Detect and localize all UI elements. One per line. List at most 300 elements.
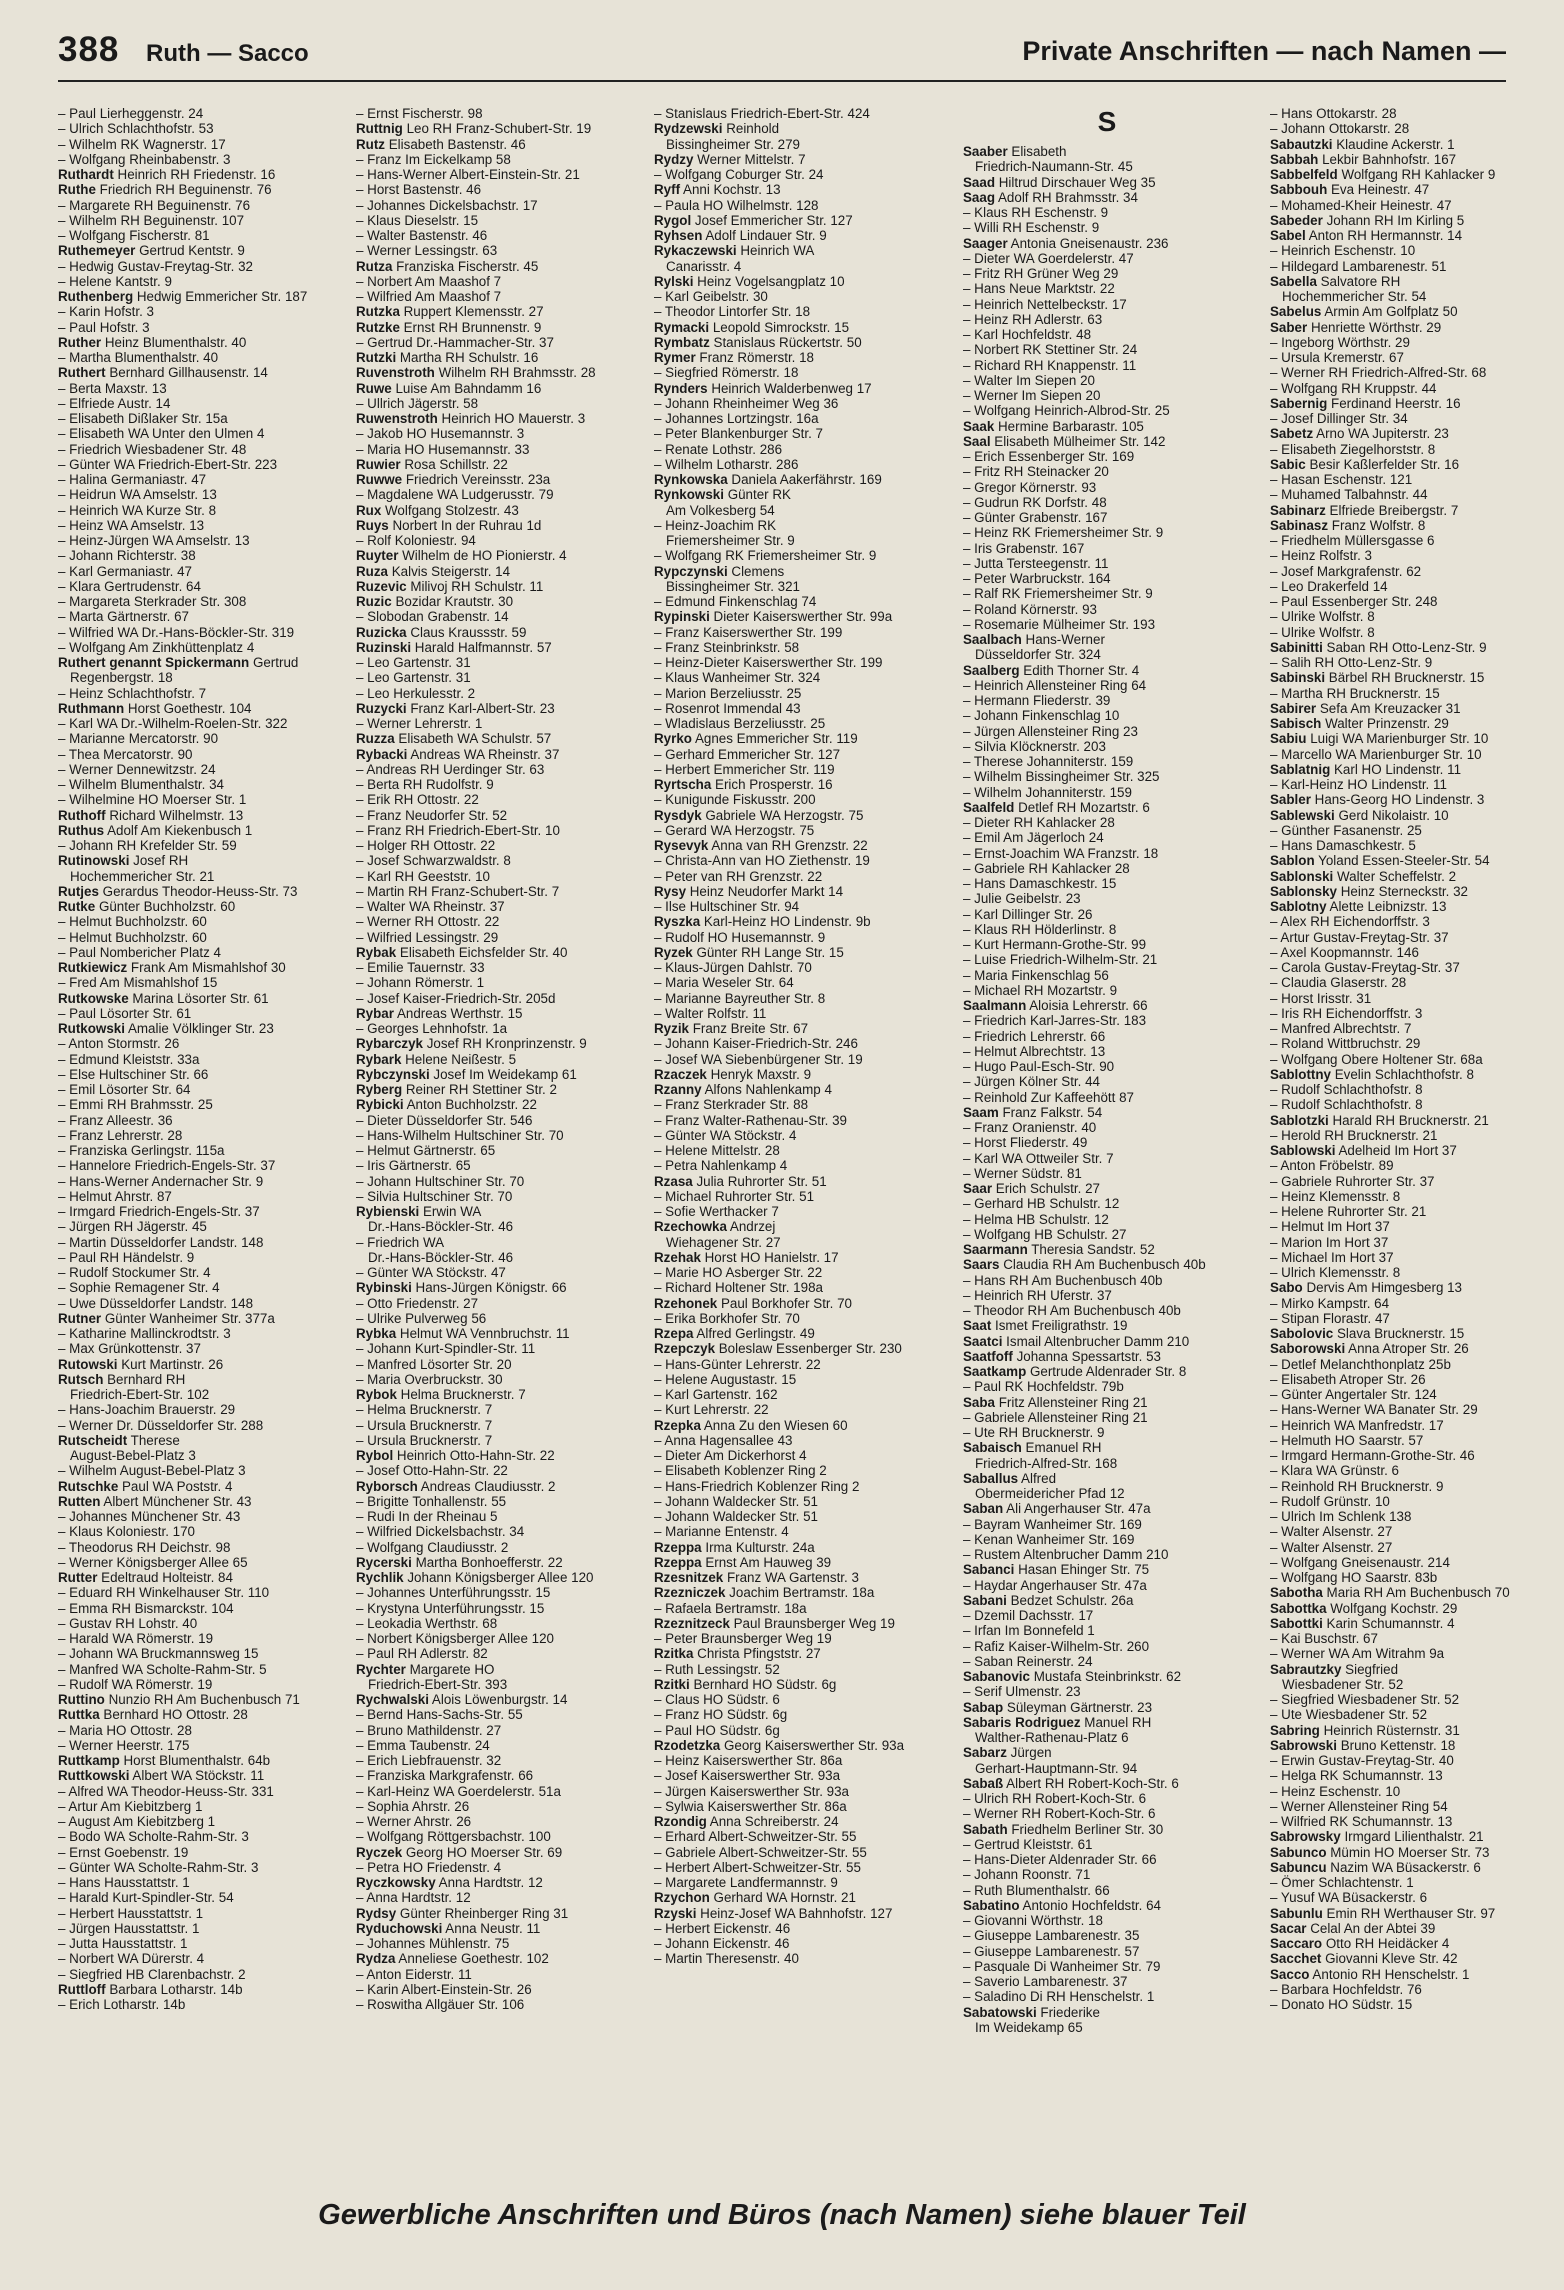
entry-details: Ernst RH Brunnenstr. 9	[399, 319, 542, 335]
directory-entry: – Leo Herkulesstr. 2	[356, 685, 476, 701]
directory-entry: – Heinz RH Adlerstr. 63	[963, 311, 1103, 327]
directory-entry	[356, 1951, 644, 1966]
directory-entry: – Rudi In der Rheinau 5	[356, 1509, 498, 1524]
column-4	[963, 106, 1251, 2035]
directory-entry: Friedrich-Ebert-Str. 102	[70, 1387, 210, 1402]
directory-entry: – Martin Theresenstr. 40	[654, 1951, 799, 1967]
directory-entry: – Sophia Ahrstr. 26	[356, 1798, 470, 1814]
directory-entry	[58, 289, 346, 304]
directory-entry: – Friedrich Lehrerstr. 66	[963, 1028, 1106, 1044]
directory-entry	[58, 1494, 346, 1509]
directory-entry: – Peter Braunsberger Weg 19	[654, 1631, 832, 1646]
directory-entry	[654, 1616, 942, 1631]
directory-entry: – Karl Hochfeldstr. 48	[963, 327, 1092, 342]
entry-details: Gerardus Theodor-Heuss-Str. 73	[98, 883, 298, 899]
directory-entry	[1270, 320, 1558, 335]
directory-entry	[356, 1082, 644, 1097]
directory-entry: – Johann Rheinheimer Weg 36	[654, 395, 839, 411]
directory-entry	[1270, 457, 1558, 472]
entry-details: Bruno Kettenstr. 18	[1336, 1737, 1456, 1753]
directory-entry: – Rudolf Schlachthofstr. 8	[1270, 1097, 1423, 1113]
entry-surname: Sabisch	[1270, 716, 1322, 731]
directory-entry	[58, 1433, 346, 1448]
directory-entry: Obermeidericher Pfad 12	[975, 1486, 1125, 1501]
entry-surname: Ruzicka	[356, 624, 407, 640]
directory-entry: – Petra Nahlenkamp 4	[654, 1158, 788, 1174]
directory-entry: – Emilie Tauernstr. 33	[356, 960, 485, 975]
directory-entry: – Werner RH Ottostr. 22	[356, 914, 500, 930]
directory-entry: – Marianne Mercatorstr. 90	[58, 731, 219, 747]
entry-surname: Rykaczewski	[654, 243, 737, 259]
entry-details: Heinz Sterneckstr. 32	[1336, 883, 1468, 899]
entry-details: Günter Buchholzstr. 60	[95, 899, 236, 914]
directory-entry	[963, 1669, 1251, 1684]
entry-details: Marina Lösorter Str. 61	[128, 990, 269, 1006]
directory-entry: – Jürgen Kaiserswerther Str. 93a	[654, 1783, 850, 1799]
directory-entry: – Leo Drakerfeld 14	[1270, 578, 1388, 594]
directory-entry: – Karin Hofstr. 3	[58, 304, 155, 320]
directory-entry	[356, 259, 644, 274]
entry-details: Elfriede Breibergstr. 7	[1325, 502, 1459, 518]
directory-entry: – Franz Neudorfer Str. 52	[356, 807, 508, 823]
directory-entry: – Friedrich WA	[356, 1234, 445, 1250]
entry-details: Günter RK	[723, 487, 791, 503]
directory-entry: – Jürgen Allensteiner Ring 23	[963, 723, 1138, 739]
entry-surname: Sabinarz	[1270, 502, 1326, 518]
directory-entry: Am Volkesberg 54	[666, 502, 775, 518]
entry-details: Andrzej	[726, 1219, 776, 1235]
directory-entry	[654, 914, 942, 929]
entry-surname: Saalmann	[963, 998, 1027, 1013]
directory-entry: – Helmut Im Hort 37	[1270, 1219, 1390, 1235]
directory-entry: – Klaus RH Eschenstr. 9	[963, 205, 1109, 220]
directory-entry	[1270, 396, 1558, 411]
directory-entry: – Saladino Di RH Henschelstr. 1	[963, 1989, 1155, 2005]
entry-surname: Ruys	[356, 517, 389, 533]
entry-surname: Ruzinski	[356, 639, 412, 655]
directory-entry: – Werner Allensteiner Ring 54	[1270, 1798, 1448, 1814]
entry-details: Günter Rheinberger Ring 31	[396, 1905, 569, 1921]
directory-entry	[356, 381, 644, 396]
entry-surname: Sablonsky	[1270, 883, 1337, 899]
directory-entry: – Bernd Hans-Sachs-Str. 55	[356, 1707, 523, 1723]
directory-entry	[654, 609, 942, 624]
directory-entry: – Martha RH Brucknerstr. 15	[1270, 685, 1440, 701]
directory-entry	[963, 1364, 1251, 1379]
directory-entry: – Elfriede Austr. 14	[58, 395, 171, 411]
directory-entry	[356, 304, 644, 319]
directory-entry	[654, 1585, 942, 1600]
directory-entry: – Werner WA Am Witrahm 9a	[1270, 1646, 1445, 1662]
directory-entry: – Elisabeth WA Unter den Ulmen 4	[58, 426, 265, 442]
entry-details: Celal An der Abtei 39	[1306, 1920, 1436, 1936]
directory-entry: – Johann Römerstr. 1	[356, 975, 485, 991]
directory-entry	[654, 1890, 942, 1905]
directory-entry	[654, 487, 942, 502]
entry-details: Klaudine Ackerstr. 1	[1332, 136, 1455, 152]
entry-surname: Ruzic	[356, 594, 392, 609]
directory-entry: – Wilfried WA Dr.-Hans-Böckler-Str. 319	[58, 624, 295, 640]
directory-entry: – Werner RH Friedrich-Alfred-Str. 68	[1270, 365, 1487, 381]
directory-entry: – Anton Fröbelstr. 89	[1270, 1158, 1394, 1174]
entry-surname: Sabetz	[1270, 426, 1314, 442]
entry-surname: Rzeppa	[654, 1554, 702, 1570]
entry-surname: Sabernig	[1270, 395, 1328, 411]
entry-surname: Rutzke	[356, 319, 400, 335]
entry-details: Gertrud Kentstr. 9	[135, 243, 245, 259]
directory-entry	[1270, 1601, 1558, 1616]
entry-surname: Sabirer	[1270, 700, 1317, 716]
entry-details: Bernhard HO Südstr. 6g	[689, 1676, 837, 1692]
directory-entry: – Emil Lösorter Str. 64	[58, 1082, 191, 1097]
directory-entry: – Siegfried Wiesbadener Str. 52	[1270, 1692, 1460, 1707]
entry-details: Anna Zu den Wiesen 60	[700, 1417, 848, 1433]
entry-surname: Rybarczyk	[356, 1036, 423, 1052]
directory-entry: – Maria Overbruckstr. 30	[356, 1371, 503, 1387]
entry-surname: Rypinski	[654, 609, 710, 625]
directory-entry: Gerhart-Hauptmann-Str. 94	[975, 1760, 1138, 1776]
entry-surname: Saal	[963, 433, 991, 449]
directory-entry: – Rudolf Schlachthofstr. 8	[1270, 1082, 1423, 1097]
directory-entry: – Klaus Wanheimer Str. 324	[654, 670, 821, 686]
directory-entry: – Wilhelmine HO Moerser Str. 1	[58, 792, 247, 808]
entry-details: Georg Kaiserswerther Str. 93a	[720, 1737, 905, 1753]
entry-surname: Sabrowsky	[1270, 1829, 1341, 1845]
directory-entry: – Hans Neue Marktstr. 22	[963, 281, 1115, 297]
directory-entry: – Anton Eiderstr. 11	[356, 1966, 472, 1982]
directory-entry: – Johann Finkenschlag 10	[963, 708, 1120, 724]
directory-entry	[963, 1898, 1251, 1913]
entry-details: Johann RH Im Kirling 5	[1322, 212, 1465, 228]
entry-surname: Ruwwe	[356, 472, 403, 487]
directory-entry: – Friedrich Wiesbadener Str. 48	[58, 441, 247, 457]
entry-surname: Rybicki	[356, 1097, 404, 1113]
directory-entry: – Irmgard Hermann-Grothe-Str. 46	[1270, 1448, 1475, 1463]
directory-entry: – Rafaela Bertramstr. 18a	[654, 1600, 807, 1616]
directory-entry: – Wolfgang Am Zinkhüttenplatz 4	[58, 639, 255, 655]
entry-details: Martha Bonhoefferstr. 22	[411, 1554, 563, 1570]
entry-surname: Sabanovic	[963, 1669, 1030, 1684]
directory-entry: – Yusuf WA Büsackerstr. 6	[1270, 1890, 1428, 1906]
directory-entry: – Wilhelm Blumenthalstr. 34	[58, 777, 224, 792]
section-letter: S	[1097, 106, 1117, 137]
entry-details: Therese	[127, 1432, 180, 1448]
directory-entry	[1270, 167, 1558, 182]
entry-surname: Ruthert	[58, 365, 106, 381]
entry-details: Martha RH Schulstr. 16	[396, 350, 539, 365]
entry-details: Bärbel RH Brucknerstr. 15	[1325, 670, 1485, 686]
entry-details: Barbara Lotharstr. 14b	[105, 1981, 243, 1997]
entry-details: Hiltrud Dirschauer Weg 35	[995, 174, 1156, 190]
entry-surname: Sabuncu	[1270, 1859, 1327, 1875]
directory-entry: – Georges Lehnhofstr. 1a	[356, 1021, 508, 1036]
directory-entry: – Horst Bastenstr. 46	[356, 182, 482, 198]
directory-entry: – Richard Holtener Str. 198a	[654, 1280, 823, 1296]
directory-entry: – Wilfried Dickelsbachstr. 34	[356, 1524, 525, 1540]
entry-surname: Rysy	[654, 883, 687, 899]
directory-entry: – Rudolf Grünstr. 10	[1270, 1493, 1390, 1509]
entry-surname: Rutsch	[58, 1371, 104, 1387]
directory-entry: – Gudrun RK Dorfstr. 48	[963, 494, 1107, 510]
entry-surname: Ryduchowski	[356, 1920, 443, 1936]
directory-entry: – Ilse Hultschiner Str. 94	[654, 899, 800, 914]
entry-surname: Sabottki	[1270, 1615, 1323, 1631]
entry-details: Edeltraud Holteistr. 84	[97, 1570, 233, 1585]
entry-surname: Ruwenstroth	[356, 411, 438, 426]
directory-entry	[356, 411, 644, 426]
directory-entry: – Hans-Werner Albert-Einstein-Str. 21	[356, 167, 580, 182]
directory-entry: – Silvia Hultschiner Str. 70	[356, 1188, 513, 1204]
directory-entry: – Jutta Tersteegenstr. 11	[963, 555, 1109, 571]
entry-details: Anneliese Goethestr. 102	[395, 1951, 549, 1967]
entry-details: Julia Ruhrorter Str. 51	[692, 1173, 827, 1189]
entry-details: Theresia Sandstr. 52	[1027, 1242, 1155, 1257]
directory-entry: – Salih RH Otto-Lenz-Str. 9	[1270, 655, 1433, 670]
directory-entry: – August Am Kiebitzberg 1	[58, 1814, 216, 1829]
directory-entry	[356, 365, 644, 380]
entry-surname: Rybar	[356, 1005, 394, 1021]
directory-entry: – Bayram Wanheimer Str. 169	[963, 1516, 1142, 1532]
directory-entry	[654, 320, 942, 335]
directory-entry: – Heinz Rolfstr. 3	[1270, 548, 1372, 564]
directory-entry	[654, 1677, 942, 1692]
directory-entry	[356, 1326, 644, 1341]
directory-entry: – Rudolf HO Husemannstr. 9	[654, 929, 826, 945]
directory-entry	[1270, 1936, 1558, 1951]
entry-surname: Ryhsen	[654, 228, 703, 243]
directory-entry: – Wolfgang Gneisenaustr. 214	[1270, 1554, 1450, 1570]
directory-entry	[654, 1250, 942, 1265]
directory-entry	[1270, 228, 1558, 243]
directory-entry: Düsseldorfer Str. 324	[975, 647, 1101, 663]
entry-surname: Sabbah	[1270, 151, 1319, 167]
entry-surname: Sabrowski	[1270, 1737, 1337, 1753]
directory-entry	[1270, 899, 1558, 914]
entry-details: Bernhard HO Ottostr. 28	[99, 1707, 248, 1723]
entry-details: Heinz-Josef WA Bahnhofstr. 127	[696, 1905, 893, 1921]
entry-details: Eva Heinestr. 47	[1327, 182, 1430, 198]
directory-entry	[654, 121, 942, 136]
directory-entry: – Norbert WA Dürerstr. 4	[58, 1951, 205, 1967]
entry-surname: Rymbatz	[654, 334, 710, 350]
page-header	[58, 30, 1506, 74]
entry-details: Adelheid Im Hort 37	[1335, 1143, 1457, 1158]
directory-entry	[654, 884, 942, 899]
entry-surname: Rynders	[654, 380, 708, 396]
entry-details: Horst HO Hanielstr. 17	[700, 1249, 839, 1265]
directory-entry: – Wilhelm RH Beguinenstr. 107	[58, 212, 245, 228]
entry-surname: Rybka	[356, 1326, 397, 1341]
directory-entry	[654, 213, 942, 228]
directory-entry	[356, 121, 644, 136]
directory-entry: – Gustav RH Lohstr. 40	[58, 1615, 198, 1631]
entry-surname: Rymer	[654, 350, 696, 365]
directory-entry	[1270, 503, 1558, 518]
entry-details: Anna Atroper Str. 26	[1345, 1341, 1469, 1357]
directory-entry: – Ingeborg Wörthstr. 29	[1270, 334, 1410, 350]
entry-surname: Ruthardt	[58, 167, 114, 182]
directory-entry: – Donato HO Südstr. 15	[1270, 1997, 1413, 2012]
entry-surname: Sabolovic	[1270, 1326, 1334, 1341]
directory-entry: – Günter Angertaler Str. 124	[1270, 1387, 1437, 1402]
entry-surname: Ruttkamp	[58, 1753, 120, 1768]
directory-entry: – Karl Germaniastr. 47	[58, 563, 192, 579]
directory-entry	[1270, 1341, 1558, 1356]
directory-entry: – Johannes Unterführungsstr. 15	[356, 1585, 551, 1601]
entry-surname: Sabotha	[1270, 1585, 1323, 1601]
directory-entry	[356, 320, 644, 335]
entry-surname: Ruwier	[356, 456, 401, 472]
directory-entry: – Paul Nombericher Platz 4	[58, 944, 221, 960]
directory-entry: – Eduard RH Winkelhauser Str. 110	[58, 1585, 270, 1601]
directory-entry: – Halina Germaniastr. 47	[58, 472, 207, 487]
directory-entry: – Roswitha Allgäuer Str. 106	[356, 1997, 525, 2012]
directory-entry: – Axel Koopmannstr. 146	[1270, 944, 1419, 960]
entry-details: Christa Pfingststr. 27	[693, 1646, 821, 1662]
directory-entry	[654, 1555, 942, 1570]
entry-details: Joachim Bertramstr. 18a	[725, 1585, 875, 1601]
entry-surname: Saager	[963, 235, 1008, 251]
directory-entry	[356, 1052, 644, 1067]
directory-entry: – Wolfgang Claudiusstr. 2	[356, 1539, 509, 1555]
directory-entry: – Helene Kantstr. 9	[58, 273, 172, 289]
entry-details: Helene Neißestr. 5	[401, 1051, 517, 1067]
directory-entry: – Gabriele Allensteiner Ring 21	[963, 1409, 1148, 1425]
directory-entry: – Heinz Schlachthofstr. 7	[58, 685, 207, 701]
directory-entry: – Klaus-Jürgen Dahlstr. 70	[654, 960, 812, 975]
entry-surname: Sabbelfeld	[1270, 167, 1338, 182]
directory-entry: – Johann WA Bruckmannsweg 15	[58, 1646, 259, 1662]
directory-entry: – Werner Lessingstr. 63	[356, 243, 498, 259]
entry-surname: Rybinski	[356, 1280, 412, 1296]
column-2	[356, 106, 644, 2012]
directory-entry: – Hugo Paul-Esch-Str. 90	[963, 1059, 1115, 1074]
entry-details: Friederike	[1036, 2004, 1100, 2020]
directory-entry: – Kunigunde Fiskusstr. 200	[654, 792, 816, 808]
entry-surname: Saba	[963, 1394, 996, 1410]
directory-entry: – Klaus Koloniestr. 170	[58, 1524, 195, 1540]
entry-details: Adolf RH Brahmsstr. 34	[995, 189, 1138, 205]
directory-entry: – Walter Bastenstr. 46	[356, 228, 488, 243]
directory-entry: – Wilfried RK Schumannstr. 13	[1270, 1814, 1453, 1829]
entry-details: Friedrich Vereinsstr. 23a	[402, 472, 551, 487]
entry-surname: Saarmann	[963, 1242, 1028, 1257]
directory-entry: – Johann Hultschiner Str. 70	[356, 1173, 525, 1189]
directory-entry: – Leo Gartenstr. 31	[356, 670, 471, 686]
directory-entry: – Heinz-Dieter Kaiserswerther Str. 199	[654, 655, 883, 670]
entry-surname: Rzesnitzek	[654, 1570, 724, 1585]
entry-details: Heinrich RH Friedenstr. 16	[113, 167, 276, 182]
directory-entry	[654, 1296, 942, 1311]
directory-entry: – Herold RH Brucknerstr. 21	[1270, 1127, 1438, 1143]
directory-entry	[356, 1006, 644, 1021]
directory-entry: – Norbert RK Stettiner Str. 24	[963, 342, 1138, 358]
entry-surname: Sacchet	[1270, 1951, 1322, 1967]
directory-entry	[963, 1471, 1251, 1486]
directory-entry: – Karl RH Geeststr. 10	[356, 868, 490, 884]
entry-details: Paul Borkhofer Str. 70	[717, 1295, 852, 1311]
directory-entry: – Johann Richterstr. 38	[58, 548, 196, 564]
directory-entry: – Haydar Angerhauser Str. 47a	[963, 1577, 1147, 1593]
entry-details: Otto RH Heidäcker 4	[1322, 1936, 1450, 1951]
directory-entry: – Theodorus RH Deichstr. 98	[58, 1539, 231, 1555]
directory-entry: – Detlef Melanchthonplatz 25b	[1270, 1356, 1451, 1372]
directory-entry	[654, 1082, 942, 1097]
directory-entry: – Hans-Werner Andernacher Str. 9	[58, 1173, 264, 1189]
directory-entry	[1270, 1723, 1558, 1738]
directory-entry	[1270, 426, 1558, 441]
directory-entry: – Erich Liebfrauenstr. 32	[356, 1753, 502, 1768]
directory-entry: – Kurt Lehrerstr. 22	[654, 1402, 769, 1418]
directory-entry: – Kenan Wanheimer Str. 169	[963, 1531, 1135, 1547]
entry-surname: Sablatnig	[1270, 761, 1331, 777]
entry-surname: Rutowski	[58, 1356, 118, 1372]
directory-entry: – Josef Markgrafenstr. 62	[1270, 563, 1422, 579]
directory-entry: – Johann Roonstr. 71	[963, 1867, 1091, 1883]
directory-entry	[356, 594, 644, 609]
entry-details: Franz Römerstr. 18	[695, 350, 815, 365]
directory-entry: – Hans-Wilhelm Hultschiner Str. 70	[356, 1127, 564, 1143]
directory-entry: – Renate Lothstr. 286	[654, 441, 783, 457]
entry-surname: Ruttloff	[58, 1981, 106, 1997]
entry-details: Heinrich WA	[736, 243, 815, 259]
directory-entry	[356, 1067, 644, 1082]
entry-surname: Saak	[963, 418, 995, 434]
entry-surname: Rymacki	[654, 319, 710, 335]
entry-surname: Sabrautzky	[1270, 1661, 1342, 1677]
directory-entry: – Hans-Friedrich Koblenzer Ring 2	[654, 1478, 860, 1494]
directory-entry: – Friedhelm Müllersgasse 6	[1270, 533, 1435, 548]
entry-details: Johann Königsberger Allee 120	[403, 1570, 594, 1585]
directory-entry	[58, 899, 346, 914]
directory-entry: – Barbara Hochfeldstr. 76	[1270, 1981, 1422, 1997]
directory-entry	[963, 632, 1251, 647]
entry-details: Nazim WA Büsackerstr. 6	[1326, 1859, 1481, 1875]
entry-surname: Sabbouh	[1270, 182, 1328, 198]
entry-surname: Rutkowski	[58, 1021, 125, 1036]
entry-details: Ismet Freiligrathstr. 19	[991, 1318, 1128, 1334]
column-3	[654, 106, 942, 1967]
entry-surname: Rzezniczek	[654, 1585, 726, 1601]
entry-details: Andreas Werthstr. 15	[393, 1005, 523, 1021]
directory-entry: – Dzemil Dachsstr. 17	[963, 1608, 1094, 1623]
directory-entry: – Rolf Koloniestr. 94	[356, 533, 476, 548]
entry-details: Mümin HO Moerser Str. 73	[1326, 1844, 1490, 1860]
entry-surname: Saccaro	[1270, 1936, 1323, 1951]
directory-entry: – Ute RH Brucknerstr. 9	[963, 1425, 1105, 1440]
directory-entry: – Willi RH Eschenstr. 9	[963, 220, 1100, 236]
entry-details: Kurt Martinstr. 26	[117, 1356, 224, 1372]
entry-surname: Ruther	[58, 334, 102, 350]
directory-entry: – Josef Otto-Hahn-Str. 22	[356, 1463, 508, 1479]
directory-entry	[963, 1562, 1251, 1577]
entry-surname: Rychlik	[356, 1570, 404, 1585]
directory-entry	[1270, 304, 1558, 319]
directory-entry: – Ulrich Im Schlenk 138	[1270, 1509, 1412, 1524]
directory-entry: – Ursula Brucknerstr. 7	[356, 1417, 493, 1433]
entry-surname: Rutinowski	[58, 853, 130, 869]
directory-entry: – Rosemarie Mülheimer Str. 193	[963, 616, 1156, 632]
directory-entry: – Herbert Hausstattstr. 1	[58, 1905, 204, 1921]
directory-entry: – Bodo WA Scholte-Rahm-Str. 3	[58, 1829, 249, 1845]
entry-details: Rosa Schillstr. 22	[400, 456, 508, 472]
entry-details: Leo RH Franz-Schubert-Str. 19	[402, 121, 592, 137]
directory-entry: – Wolfgang Rheinbabenstr. 3	[58, 151, 231, 167]
directory-entry: – Sylwia Kaiserswerther Str. 86a	[654, 1798, 847, 1814]
directory-entry: – Dieter Düsseldorfer Str. 546	[356, 1112, 533, 1128]
directory-entry: – Ulrike Wolfstr. 8	[1270, 624, 1375, 640]
directory-entry: – Ernst Fischerstr. 98	[356, 106, 483, 121]
